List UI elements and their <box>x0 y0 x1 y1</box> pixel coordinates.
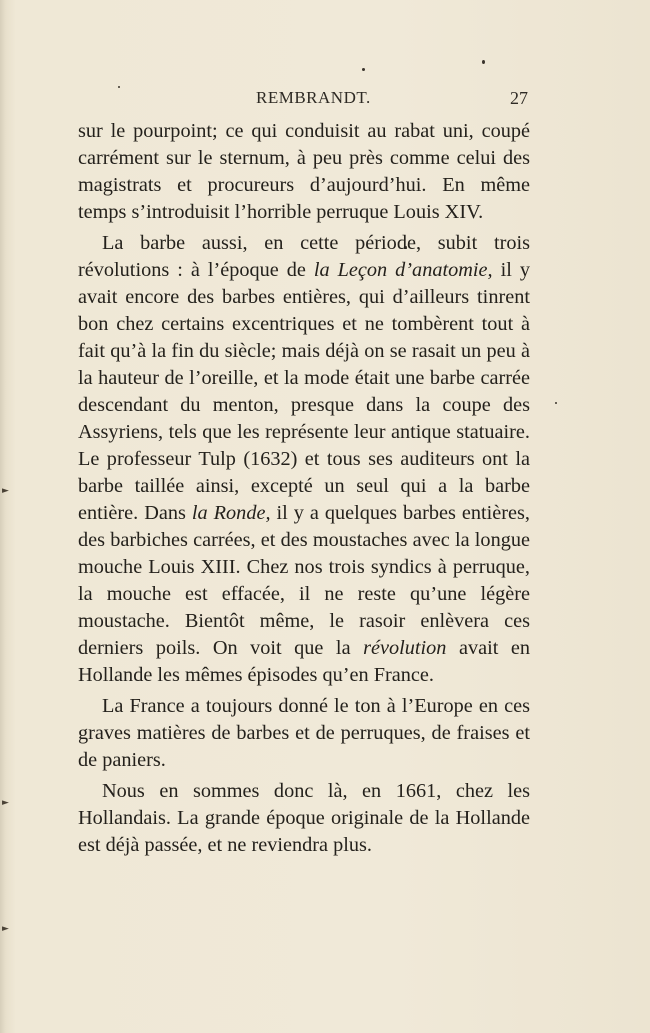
paragraph-text: il y avait encore des barbes entières, qui d’ailleurs tinrent bon chez certains excentriques et ne tombèrent tout à fait qu’à la fin du siècle; mais déjà on se rasait un peu à la hauteur de l’oreille, et la mode était une barbe carrée descendant du menton, presque dans la coupe des Assyriens, tels que les représente leur antique statuaire. Le professeur Tulp (1632) et tous ses auditeurs ont la barbe taillée ainsi, excepté un seul qui a la barbe entière. Dans <box>78 259 530 524</box>
paragraph-text: sur le pourpoint; ce qui conduisit au rabat uni, coupé carrément sur le sternum, à peu près comme celui des magistrats et procureurs d’aujourd’hui. En même temps s’introduisit l’horrible perruque Louis XIV. <box>78 120 530 223</box>
binding-mark: ► <box>2 798 9 808</box>
ink-speck <box>362 68 365 71</box>
paragraph-text: il y a quelques barbes entières, des barbiches carrées, et des moustaches avec la longue mouche Louis XIII. Chez nos trois syndics à perruque, la mouche est effacée, il ne reste qu’une légère moustache. Bientôt même, le rasoir enlèvera ces derniers poils. On voit que la <box>78 502 530 659</box>
ink-speck <box>482 60 485 64</box>
italic-title: la Leçon d’anatomie, <box>313 259 493 281</box>
italic-word: révolution <box>363 637 447 659</box>
binding-mark: ► <box>2 924 9 934</box>
paragraph-text: La barbe aussi, en cette période, subit trois révolutions : à l’époque de <box>78 232 530 281</box>
paragraph-3 <box>78 693 530 774</box>
paragraph-2 <box>78 230 530 689</box>
italic-title: la Ronde, <box>191 502 271 524</box>
paragraph-4 <box>78 778 530 859</box>
paragraph-text: avait en Hollande les mêmes épisodes qu’en France. <box>78 637 531 686</box>
page-number: 27 <box>510 88 528 108</box>
ink-speck <box>555 402 557 404</box>
paragraph-text: Nous en sommes donc là, en 1661, chez les Hollandais. La grande époque originale de la Hollande est déjà passée, et ne reviendra plus. <box>78 780 530 856</box>
running-title: REMBRANDT. <box>256 88 371 107</box>
binding-mark: ► <box>2 486 9 496</box>
paragraph-1 <box>78 118 530 226</box>
paragraph-text: La France a toujours donné le ton à l’Europe en ces graves matières de barbes et de perruques, de fraises et de paniers. <box>78 695 530 771</box>
page-header <box>78 88 528 114</box>
body-text <box>78 118 530 859</box>
